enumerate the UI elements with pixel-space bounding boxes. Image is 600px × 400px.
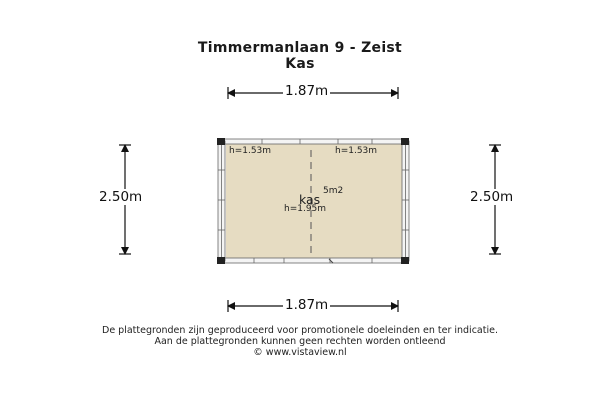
width-label-top: 1.87m [285,83,329,99]
depth-label-left: 2.50m [99,189,143,205]
width-label-bottom: 1.87m [285,297,329,313]
disclaimer-line-1: De plattegronden zijn geproduceerd voor promotionele doeleinden en ter indicatie. [102,325,498,336]
plan-room-title: Kas [285,56,315,72]
ceiling-height-left: h=1.53m [229,146,272,156]
glass-wall-left [218,141,225,261]
glass-wall-top [224,139,404,144]
copyright-line: © www.vistaview.nl [253,347,347,358]
plan-address-title: Timmermanlaan 9 - Zeist [197,40,403,56]
disclaimer-line-2: Aan de plattegronden kunnen geen rechten worden ontleend [154,336,446,347]
glass-wall-right [402,141,409,261]
glass-wall-bottom [224,258,404,263]
room-height-label: h=1.95m [284,204,327,214]
ceiling-height-right: h=1.53m [335,146,378,156]
room-area-label: 5m2 [323,186,344,196]
room-name-label: kas [299,192,321,207]
depth-label-right: 2.50m [470,189,514,205]
